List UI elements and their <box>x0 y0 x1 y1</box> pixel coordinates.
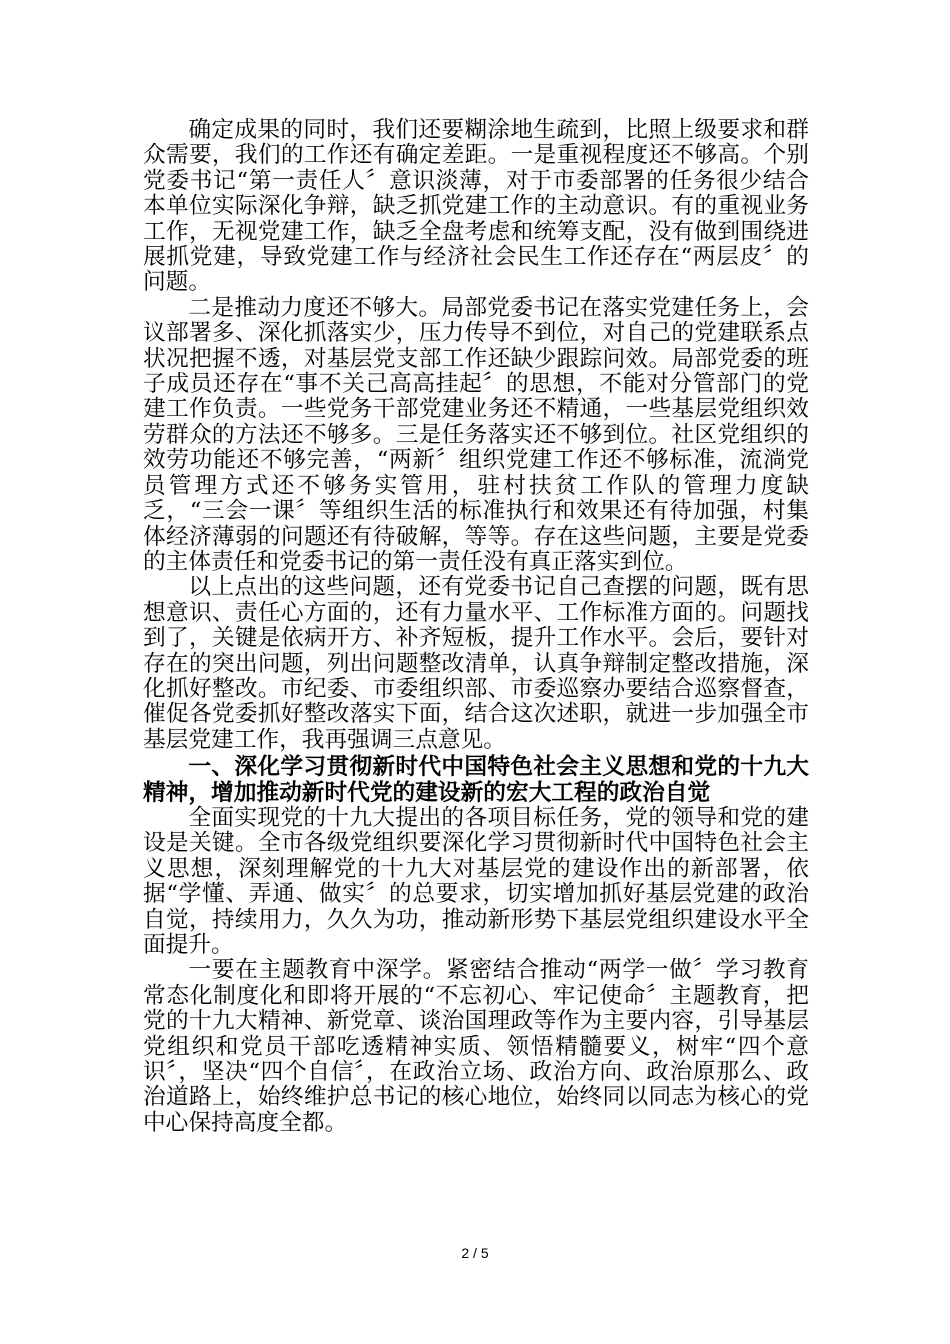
paragraph-problems-summary: 以上点出的这些问题，还有党委书记自己查摆的问题，既有思想意识、责任心方面的，还有力量水平、工作标准方面的。问题找到了，关键是依病开方、补齐短板，提升工作水平。会后，要针对存在的突出问题，列出问题整改清单，认真争辩制定整改措施，深化抓好整改。市纪委、市委组织部、市委巡察办要结合巡察督查，催促各党委抓好整改落实下面，结合这次述职，就进一步加强全市基层党建工作，我再强调三点意见。 <box>143 574 809 753</box>
paragraph-overall-goals: 全面实现党的十九大提出的各项目标任务，党的领导和党的建设是关键。全市各级党组织要深化学习贯彻新时代中国特色社会主义思想，深刻理解党的十九大对基层党的建设作出的新部署，依据“学懂、弄通、做实〞的总要求，切实增加抓好基层党建的政治自觉，持续用力，久久为功，推动新形势下基层党组织建设水平全面提升。 <box>143 804 809 958</box>
section-heading-one: 一、深化学习贯彻新时代中国特色社会主义思想和党的十九大精神，增加推动新时代党的建设新的宏大工程的政治自觉 <box>143 754 809 806</box>
paragraph-promotion-strength: 二是推动力度还不够大。局部党委书记在落实党建任务上，会议部署多、深化抓落实少，压力传导不到位，对自己的党建联系点状况把握不透，对基层党支部工作还缺少跟踪问效。局部党委的班子成员还存在“事不关己高高挂起〞的思想，不能对分管部门的党建工作负责。一些党务干部党建业务还不精通，一些基层党组织效劳群众的方法还不够多。三是任务落实还不够到位。社区党组织的效劳功能还不够完善，“两新〞组织党建工作还不够标准，流淌党员管理方式还不够务实管用，驻村扶贫工作队的管理力度缺乏，“三会一课〞等组织生活的标准执行和效果还有待加强，村集体经济薄弱的问题还有待破解，等等。存在这些问题，主要是党委的主体责任和党委书记的第一责任没有真正落实到位。 <box>143 294 809 575</box>
page-number: 2 / 5 <box>461 1245 489 1261</box>
paragraph-achievements-gaps: 确定成果的同时，我们还要糊涂地生疏到，比照上级要求和群众需要，我们的工作还有确定差距。一是重视程度还不够高。个别党委书记“第一责任人〞意识淡薄，对于市委部署的任务很少结合本单位实际深化争辩，缺乏抓党建工作的主动意识。有的重视业务工作，无视党建工作，缺乏全盘考虑和统筹支配，没有做到围绕进展抓党建，导致党建工作与经济社会民生工作还存在“两层皮〞的问题。 <box>143 117 809 296</box>
paragraph-theme-education: 一要在主题教育中深学。紧密结合推动“两学一做〞学习教育常态化制度化和即将开展的“不忘初心、牢记使命〞主题教育，把党的十九大精神、新党章、谈治国理政等作为主要内容，引导基层党组织和党员干部吃透精神实质、领悟精髓要义，树牢“四个意识〞，坚决“四个自信〞，在政治立场、政治方向、政治原那么、政治道路上，始终维护总书记的核心地位，始终同以同志为核心的党中心保持高度全都。 <box>143 957 809 1136</box>
document-page <box>143 118 809 1136</box>
